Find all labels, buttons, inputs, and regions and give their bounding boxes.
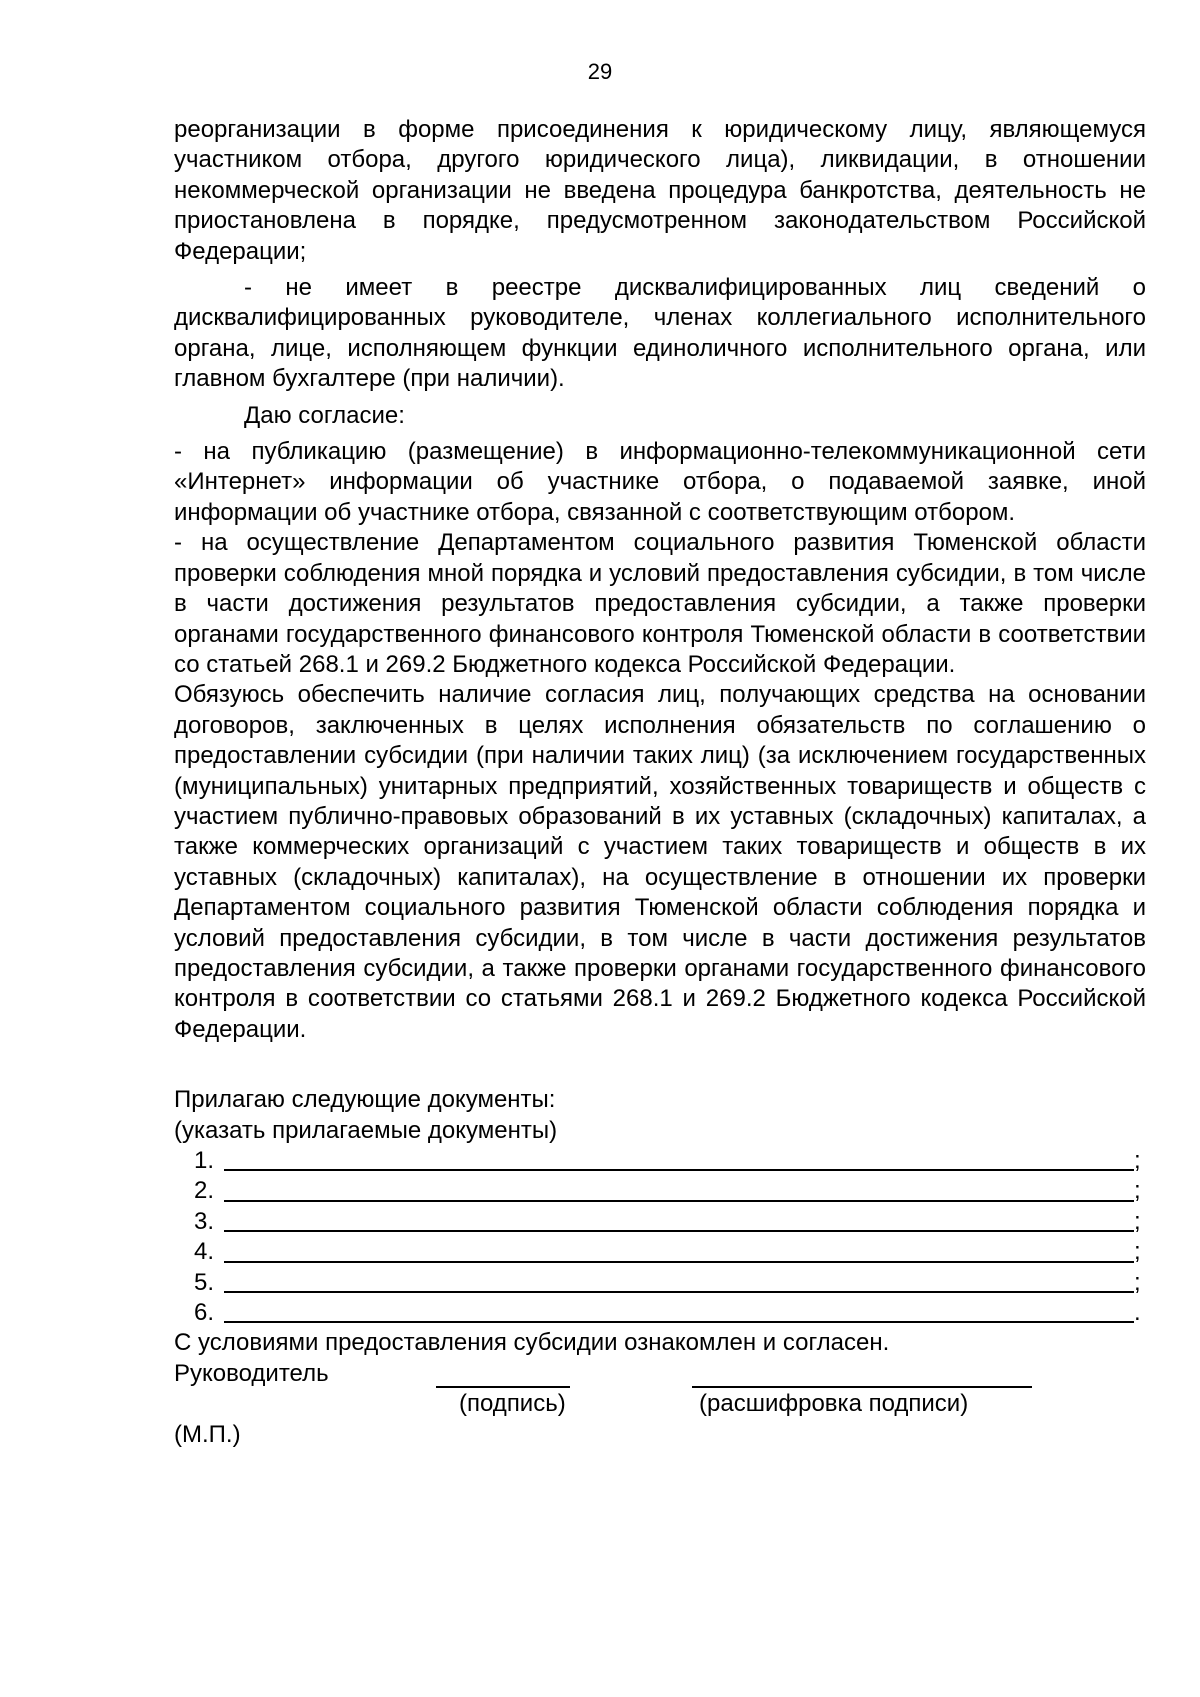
attachments-section	[174, 1085, 1146, 1328]
attachment-terminator: ;	[1134, 1177, 1141, 1205]
attachment-item	[174, 1237, 1146, 1267]
attachment-terminator: ;	[1134, 1146, 1141, 1174]
attachment-item	[174, 1176, 1146, 1206]
signature-blank-line[interactable]	[436, 1386, 570, 1388]
attachments-subheading: (указать прилагаемые документы)	[174, 1116, 558, 1144]
paragraph-reorganization: реорганизации в форме присоединения к юридическому лицу, являющемуся участником отбора, другого юридического лица), ликвидации, в отношении некоммерческой организации не введена процедура банкротства, деятельность не приостановлена в порядке, предусмотренном законодательством Российской Федерации;	[174, 116, 1146, 265]
signature-row	[174, 1359, 1146, 1389]
stamp-placeholder: (М.П.)	[174, 1420, 241, 1448]
paragraph-consent-heading: Даю согласие:	[244, 401, 405, 429]
attachment-blank-line[interactable]	[224, 1208, 1134, 1232]
signer-role: Руководитель	[174, 1359, 329, 1387]
signature-section	[174, 1328, 1146, 1450]
attachment-number: 1.	[193, 1146, 214, 1174]
attachment-terminator: ;	[1134, 1268, 1141, 1296]
agreement-statement: С условиями предоставления субсидии ознакомлен и согласен.	[174, 1329, 890, 1357]
signature-decoding-blank-line[interactable]	[692, 1386, 1032, 1388]
document-body	[174, 115, 1146, 1450]
attachment-terminator: .	[1134, 1298, 1141, 1326]
signature-captions	[174, 1389, 1146, 1419]
page-number: 29	[587, 59, 613, 84]
attachment-item	[174, 1146, 1146, 1176]
attachment-item	[174, 1268, 1146, 1298]
attachment-number: 2.	[193, 1177, 214, 1205]
attachment-number: 6.	[193, 1298, 214, 1326]
attachment-blank-line[interactable]	[224, 1147, 1134, 1171]
attachment-blank-line[interactable]	[224, 1178, 1134, 1202]
signature-caption: (подпись)	[459, 1390, 566, 1418]
attachment-item	[174, 1298, 1146, 1328]
paragraph-obligation: Обязуюсь обеспечить наличие согласия лиц, получающих средства на основании договоров, заключенных в целях исполнения обязательств по соглашению о предоставлении субсидии (при наличии таких лиц) (за исключением государственных (муниципальных) унитарных предприятий, хозяйственных товариществ и обществ с участием публично-правовых образований в их уставных (складочных) капиталах, а также коммерческих организаций с участием таких товариществ и обществ в их уставных (складочных) капиталах), на осуществление в отношении их проверки Департаментом социального развития Тюменской области соблюдения порядка и условий предоставления субсидии, в том числе в части достижения результатов предоставления субсидии, а также проверки органами государственного финансового контроля в соответствии со статьями 268.1 и 269.2 Бюджетного кодекса Российской Федерации.	[174, 681, 1146, 1043]
attachment-blank-line[interactable]	[224, 1239, 1134, 1263]
attachment-blank-line[interactable]	[224, 1269, 1134, 1293]
attachment-terminator: ;	[1134, 1238, 1141, 1266]
attachment-terminator: ;	[1134, 1207, 1141, 1235]
attachment-number: 5.	[193, 1268, 214, 1296]
paragraph-disqualified-persons: - не имеет в реестре дисквалифицированных лиц сведений о дисквалифицированных руководителе, членах коллегиального исполнительного органа, лице, исполняющем функции единоличного исполнительного органа, или главном бухгалтере (при наличии).	[174, 274, 1146, 393]
attachments-heading: Прилагаю следующие документы:	[174, 1086, 556, 1114]
attachment-item	[174, 1207, 1146, 1237]
attachments-list	[174, 1146, 1146, 1328]
attachment-number: 4.	[193, 1238, 214, 1266]
paragraph-consent-inspection: - на осуществление Департаментом социального развития Тюменской области проверки соблюдения мной порядка и условий предоставления субсидии, в том числе в части достижения результатов предоставления субсидии, а также проверки органами государственного финансового контроля Тюменской области в соответствии со статьей 268.1 и 269.2 Бюджетного кодекса Российской Федерации.	[174, 529, 1146, 678]
attachment-number: 3.	[193, 1207, 214, 1235]
paragraph-consent-publication: - на публикацию (размещение) в информационно-телекоммуникационной сети «Интернет» информации об участнике отбора, о подаваемой заявке, иной информации об участнике отбора, связанной с соответствующим отбором.	[174, 438, 1146, 526]
attachment-blank-line[interactable]	[224, 1299, 1134, 1323]
signature-decoding-caption: (расшифровка подписи)	[699, 1390, 969, 1418]
